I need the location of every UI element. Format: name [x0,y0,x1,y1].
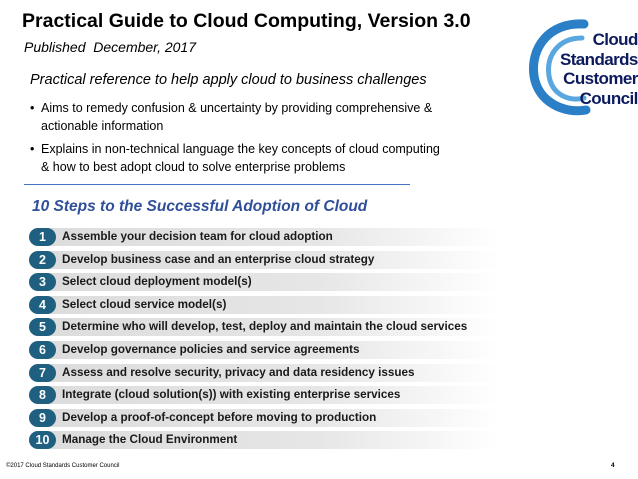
intro-bullet-list [30,99,450,181]
footer-copyright: ©2017 Cloud Standards Customer Council [6,463,120,469]
step-item [29,409,499,427]
step-label: Integrate (cloud solution(s)) with existing enterprise services [62,388,401,402]
step-item [29,431,499,449]
step-number-badge: 6 [29,341,56,359]
step-label: Assess and resolve security, privacy and data residency issues [62,365,415,379]
cscc-logo [524,18,638,118]
step-label: Develop business case and an enterprise cloud strategy [62,252,375,266]
logo-line-1: Cloud [592,30,638,49]
step-number-badge: 2 [29,251,56,269]
step-label: Determine who will develop, test, deploy and maintain the cloud services [62,320,468,334]
step-item [29,273,499,291]
step-number-badge: 1 [29,228,56,246]
step-label: Manage the Cloud Environment [62,433,238,447]
section-divider [24,184,410,185]
step-item [29,341,499,359]
footer-page-number: 4 [611,462,615,469]
step-label: Develop a proof-of-concept before moving to production [62,410,377,424]
step-item [29,228,499,246]
page-title: Practical Guide to Cloud Computing, Version 3.0 [22,10,471,32]
step-number-badge: 3 [29,273,56,291]
step-item [29,251,499,269]
step-number-badge: 10 [29,431,56,449]
step-number-badge: 5 [29,318,56,336]
step-label: Select cloud service model(s) [62,297,227,311]
step-item [29,318,499,336]
step-number-badge: 4 [29,296,56,314]
logo-line-4: Council [579,88,638,108]
logo-line-3: Customer [563,69,638,88]
logo-line-2: Standards [560,49,638,69]
intro-bullet: • Explains in non-technical language the key concepts of cloud computing & how to best adopt cloud to solve enterprise problems [30,140,450,176]
step-number-badge: 8 [29,386,56,404]
step-number-badge: 9 [29,409,56,427]
published-date: Published December, 2017 [24,39,196,55]
step-label: Assemble your decision team for cloud adoption [62,230,333,243]
step-item [29,296,499,314]
step-label: Develop governance policies and service agreements [62,342,360,356]
steps-heading: 10 Steps to the Successful Adoption of Cloud [32,198,368,215]
step-label: Select cloud deployment model(s) [62,275,252,289]
step-item [29,364,499,382]
logo-wordmark [560,30,638,108]
step-item [29,386,499,404]
steps-list [29,228,499,454]
intro-subtitle: Practical reference to help apply cloud to business challenges [30,72,427,88]
step-number-badge: 7 [29,364,56,382]
intro-bullet: • Aims to remedy confusion & uncertainty by providing comprehensive & actionable information [30,99,450,135]
